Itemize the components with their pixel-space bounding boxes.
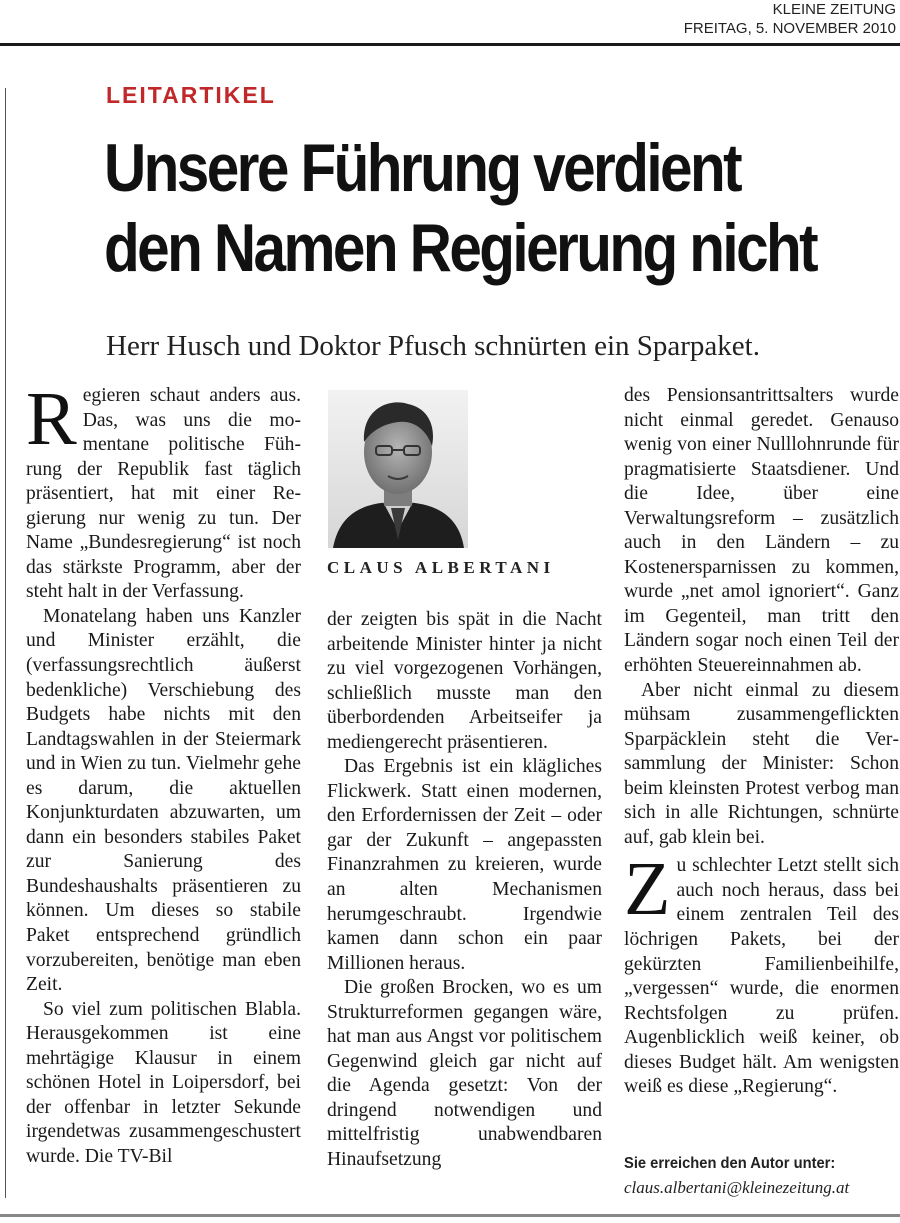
paragraph-text: u schlechter Letzt stellt sich auch noch heraus, dass bei einem zentralen Teil des löchrigen Pakets, bei der gekürzten Familienbeihilfe, „vergessen“ wurde, die enormen Rechtsfolgen zu prüfen. Augenblicklich weiß keiner, ob dieses Budget hält. Am wenigsten weiß es diese „Regierung“. bbox=[624, 855, 899, 1098]
issue-date: FREITAG, 5. NOVEMBER 2010 bbox=[683, 20, 896, 37]
paragraph: der zeigten bis spät in die Nacht arbeitende Minister hinter ja nicht zu viel vorgezogenen Vorhängen, schließlich musste man den überbordenden Arbeitseifer ja mediengerecht präsentieren. bbox=[327, 609, 602, 753]
headline bbox=[104, 128, 878, 288]
paragraph: Aber nicht einmal zu diesem mühsam zusammengeflickten Sparpäcklein steht die Versammlung der Minister: Schon beim kleinsten Protest verbog man sich in alle Richtungen, schnürte auf, gab klein bei. bbox=[624, 679, 899, 848]
drop-cap: R bbox=[26, 377, 77, 461]
masthead bbox=[496, 0, 896, 38]
paragraph: Monatelang haben uns Kanzler und Minister erzählt, die (verfassungsrechtlich äußerst bedenkliche) Verschiebung des Budgets habe nichts mit den Landtagswahlen in der Steiermark und in Wien zu tun. Vielmehr gehe es darum, die aktuellen Konjunkturdaten abzuwarten, um dann ein besonders stabiles Paket zur Sanierung des Bundeshaushalts präsentieren zu können. Um dieses so stabile Paket entsprechend gründlich vorzubereiten, benötige man eben Zeit. bbox=[26, 605, 301, 996]
portrait-photo-icon bbox=[328, 390, 468, 548]
paragraph: des Pensionsantrittsalters wurde nicht einmal geredet. Genauso wenig von einer Nulllohnrunde für pragmatisierte Staatsdiener. Und die Idee, über eine Verwaltungsreform – zusätzlich auch in den Ländern – zu Kostenersparnissen zu kommen, wurde „net amol ignoriert“. Ganz im Gegenteil, man tritt den Ländern sogar noch einen Teil der erhöhten Steuereinnahmen ab. bbox=[624, 385, 899, 677]
paragraph: So viel zum politischen Blabla. Herausgekommen ist eine mehrtägige Klausur in einem schönen Hotel in Loipersdorf, bei der offenbar in letzter Sekunde irgendetwas zusammengeschustert wurde. Die TV-Bil bbox=[26, 998, 301, 1167]
paragraph bbox=[26, 377, 301, 605]
left-margin-rule bbox=[5, 88, 6, 1198]
paragraph bbox=[624, 847, 899, 1099]
article-column-3 bbox=[624, 384, 899, 1100]
drop-cap: Z bbox=[624, 847, 671, 932]
newspaper-name: KLEINE ZEITUNG bbox=[772, 1, 896, 18]
section-kicker: LEITARTIKEL bbox=[106, 82, 276, 108]
bottom-rule bbox=[0, 1214, 900, 1217]
headline-line-1: Unsere Führung verdient bbox=[104, 130, 741, 206]
paragraph-text: egieren schaut anders aus. Das, was uns die momentane politische Führung der Republik fast täglich präsentiert, hat mit einer Regierung nur wenig zu tun. Der Name „Bundesregierung“ ist noch das stärkste Programm, aber der steht halt in der Verfassung. bbox=[26, 385, 301, 603]
contact-label: Sie erreichen den Autor unter: bbox=[624, 1155, 836, 1172]
author-email-link[interactable]: claus.albertani@kleinezeitung.at bbox=[624, 1178, 850, 1197]
column-2-body bbox=[327, 608, 602, 1173]
paragraph: Die großen Brocken, wo es um Strukturreformen gegangen wäre, hat man aus Angst vor politischem Gegenwind gleich gar nicht auf die Agenda gesetzt: Von der dringend notwendigen und mittelfristig unabwendbaren Hinaufsetzung bbox=[327, 977, 602, 1171]
article-column-1 bbox=[26, 377, 301, 1170]
author-caption: CLAUS ALBERTANI bbox=[327, 558, 555, 577]
masthead-rule bbox=[0, 43, 900, 46]
paragraph: Das Ergebnis ist ein klägliches Flickwerk. Statt einen modernen, den Erfordernissen der Zeit – oder gar der Zukunft – angepassten Finanzrahmen zu kreieren, wurde an alten Mechanismen herumgeschraubt. Irgendwie kamen dann schon ein paar Millionen heraus. bbox=[327, 756, 602, 974]
author-portrait bbox=[328, 390, 468, 548]
subheadline: Herr Husch und Doktor Pfusch schnürten ein Sparpaket. bbox=[106, 330, 760, 362]
headline-line-2: den Namen Regierung nicht bbox=[104, 210, 817, 286]
